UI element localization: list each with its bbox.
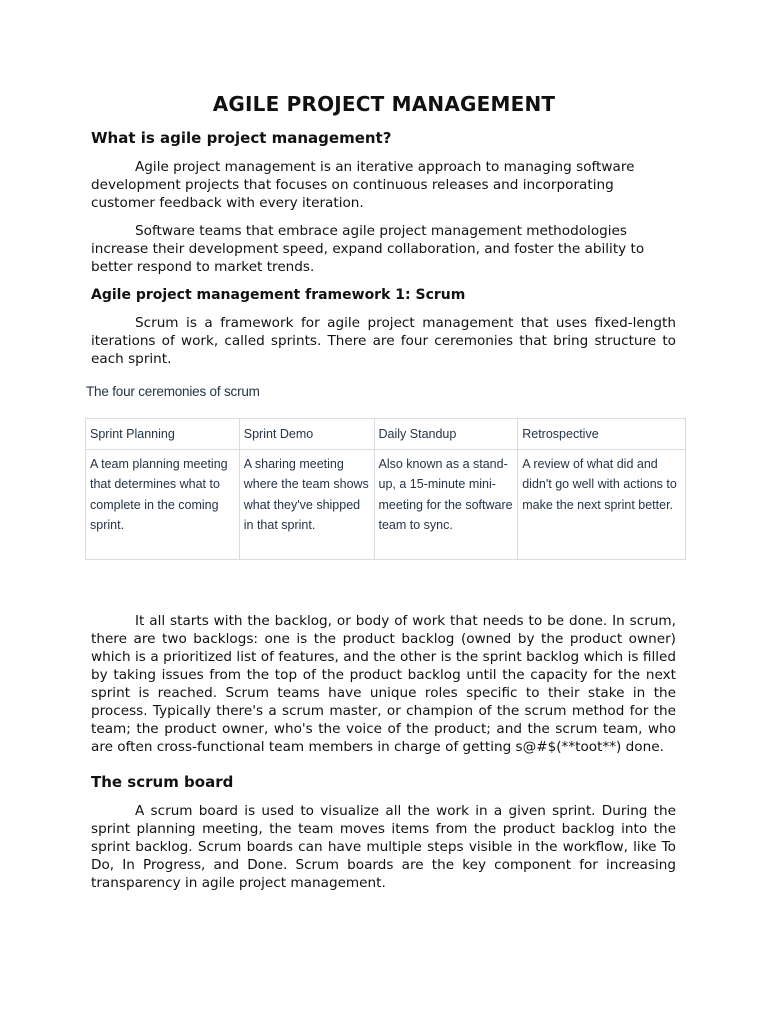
section-heading-what-is-agile: What is agile project management? — [91, 129, 392, 147]
table-cell: A team planning meeting that determines what to complete in the coming sprint. — [86, 450, 240, 560]
paragraph-scrum-intro: Scrum is a framework for agile project management that uses fixed-length iterations of work, called sprints. There are four ceremonies that bring structure to each sprint. — [91, 315, 676, 367]
table-header-cell: Retrospective — [518, 419, 686, 450]
section-heading-scrum-framework: Agile project management framework 1: Scrum — [91, 287, 466, 303]
table-header-cell: Daily Standup — [374, 419, 518, 450]
paragraph-agile-definition: Agile project management is an iterative approach to managing software development projects that focuses on continuous releases and incorporating customer feedback with every iteration. — [91, 159, 635, 211]
table-header-cell: Sprint Demo — [239, 419, 374, 450]
ceremonies-table — [85, 418, 686, 560]
paragraph-scrum-board: A scrum board is used to visualize all the work in a given sprint. During the sprint planning meeting, the team moves items from the product backlog into the sprint backlog. Scrum boards can have multiple steps visible in the workflow, like To Do, In Progress, and Done. Scrum boards are the key component for increasing transparency in agile project management. — [91, 803, 676, 891]
table-row — [86, 450, 686, 560]
section-heading-scrum-board: The scrum board — [91, 773, 234, 791]
paragraph-agile-benefits: Software teams that embrace agile project management methodologies increase their development speed, expand collaboration, and foster the ability to better respond to market trends. — [91, 223, 645, 275]
ceremonies-caption: The four ceremonies of scrum — [86, 384, 260, 399]
table-header-row — [86, 419, 686, 450]
table-header-cell: Sprint Planning — [86, 419, 240, 450]
page-title: AGILE PROJECT MANAGEMENT — [212, 92, 556, 116]
table-cell: A sharing meeting where the team shows what they've shipped in that sprint. — [239, 450, 374, 560]
paragraph-backlog: It all starts with the backlog, or body of work that needs to be done. In scrum, there are two backlogs: one is the product backlog (owned by the product owner) which is a prioritized list of features, and the other is the sprint backlog which is filled by taking issues from the top of the product backlog until the capacity for the next sprint is reached. Scrum teams have unique roles specific to their stake in the process. Typically there's a scrum master, or champion of the scrum method for the team; the product owner, who's the voice of the product; and the scrum team, who are often cross-functional team members in charge of getting s@#$(**toot**) done. — [91, 613, 676, 755]
table-cell: A review of what did and didn't go well with actions to make the next sprint better. — [518, 450, 686, 560]
table-cell: Also known as a stand-up, a 15-minute mini-meeting for the software team to sync. — [374, 450, 518, 560]
